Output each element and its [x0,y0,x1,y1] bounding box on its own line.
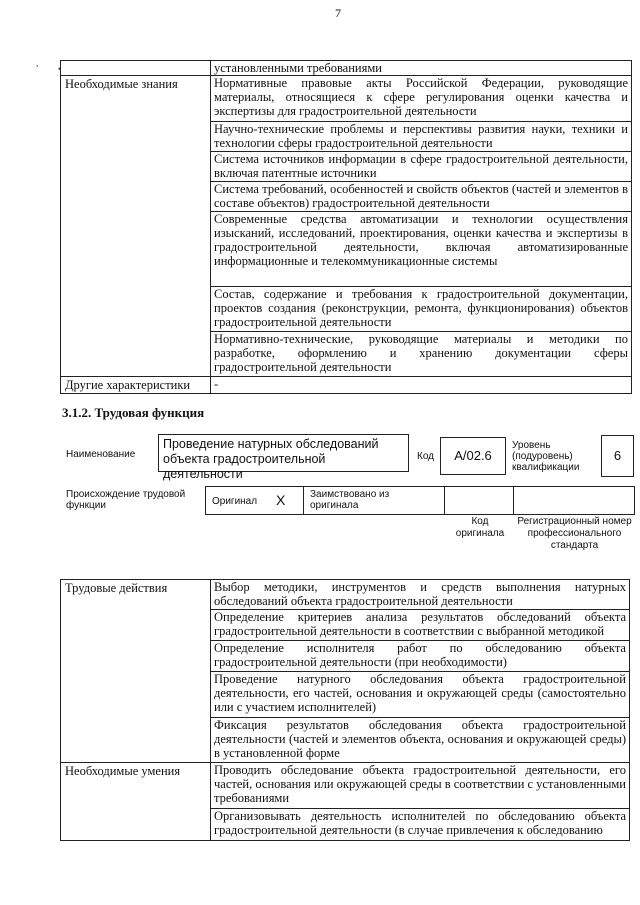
actions-table [60,579,630,841]
page-number: 7 [335,6,341,20]
skill-item: Проводить обследование объекта градостроительной деятельности, его частей, основания или окружающей среды в соответствии с установленными требованиями [211,763,630,809]
level-value: 6 [613,448,622,463]
level-box [601,435,634,477]
original-mark: Х [276,492,286,508]
reg-note: Регистрационный номер профессионального стандарта [517,516,632,551]
other-value: - [211,377,632,394]
other-label: Другие характеристики [61,377,211,394]
action-item: Выбор методики, инструментов и средств выполнения натурных обследований объекта градостроительной деятельности [211,580,630,610]
knowledge-item: Нормативные правовые акты Российской Федерации, руководящие материалы, относящиеся к сфере регулирования оценки качества и экспертизы для градостроительной деятельности [211,76,632,122]
code-label: Код [417,451,435,462]
skill-item: Организовывать деятельность исполнителей по обследованию объекта градостроительной деятельности (в случае привлечения к обследованию [211,809,630,841]
level-label: Уровень (подуровень) квалификации [512,440,580,473]
action-item: Фиксация результатов обследования объекта градостроительной деятельности (частей и элементов объекта, основания и окружающей среды) в установленной форме [211,718,630,763]
code-note: Код оригинала [455,516,505,539]
function-name: Проведение натурных обследований объекта градостроительной деятельности [163,437,379,481]
knowledge-item: Нормативно-технические, руководящие материалы и методики по разработке, оформлению и хранению документации сферы градостроительной деятельности [211,332,632,377]
section-title: 3.1.2. Трудовая функция [62,405,205,420]
function-name-box [158,434,409,481]
function-code: А/02.6 [454,448,492,463]
knowledge-label: Необходимые знания [61,76,211,377]
function-code-box [440,437,506,475]
skills-label: Необходимые умения [61,763,211,841]
action-item: Определение критериев анализа результатов обследований объекта градостроительной деятельности в соответствии с выбранной методикой [211,610,630,641]
original-label: Оригинал [212,496,258,507]
knowledge-item: Система источников информации в сфере градостроительной деятельности, включая патентные источники [211,152,632,182]
borrowed-label: Заимствовано из оригинала [310,489,390,511]
knowledge-item: Научно-технические проблемы и перспективы развития науки, техники и технологии сферы градостроительной деятельности [211,122,632,152]
knowledge-item: Система требований, особенностей и свойств объектов (частей и элементов в составе объектов) градостроительной деятельности [211,182,632,212]
action-item: Определение исполнителя работ по обследованию объекта градостроительной деятельности (при необходимости) [211,641,630,672]
scan-mark: • [58,64,62,74]
name-label: Наименование [66,449,136,460]
divider [303,486,304,514]
knowledge-table [60,60,632,394]
origin-box [205,486,635,515]
divider [513,486,514,514]
origin-label: Происхождение трудовой функции [66,489,186,511]
divider [444,486,445,514]
continuation-text: установленными требованиями [211,61,632,76]
empty-cell [61,61,211,76]
knowledge-item: Современные средства автоматизации и технологии осуществления изысканий, исследований, проектирования, оценки качества и экспертизы в градостроительной деятельности, включая автоматизированные информационные и телекоммуникационные системы [211,212,632,287]
action-item: Проведение натурного обследования объекта градостроительной деятельности, его частей, основания и окружающей среды (самостоятельно или с участием исполнителей) [211,672,630,718]
knowledge-item: Состав, содержание и требования к градостроительной документации, проектов создания (реконструкции, ремонта, функционирования) объектов градостроительной деятельности [211,287,632,332]
actions-label: Трудовые действия [61,580,211,763]
scan-mark: , [36,58,39,68]
